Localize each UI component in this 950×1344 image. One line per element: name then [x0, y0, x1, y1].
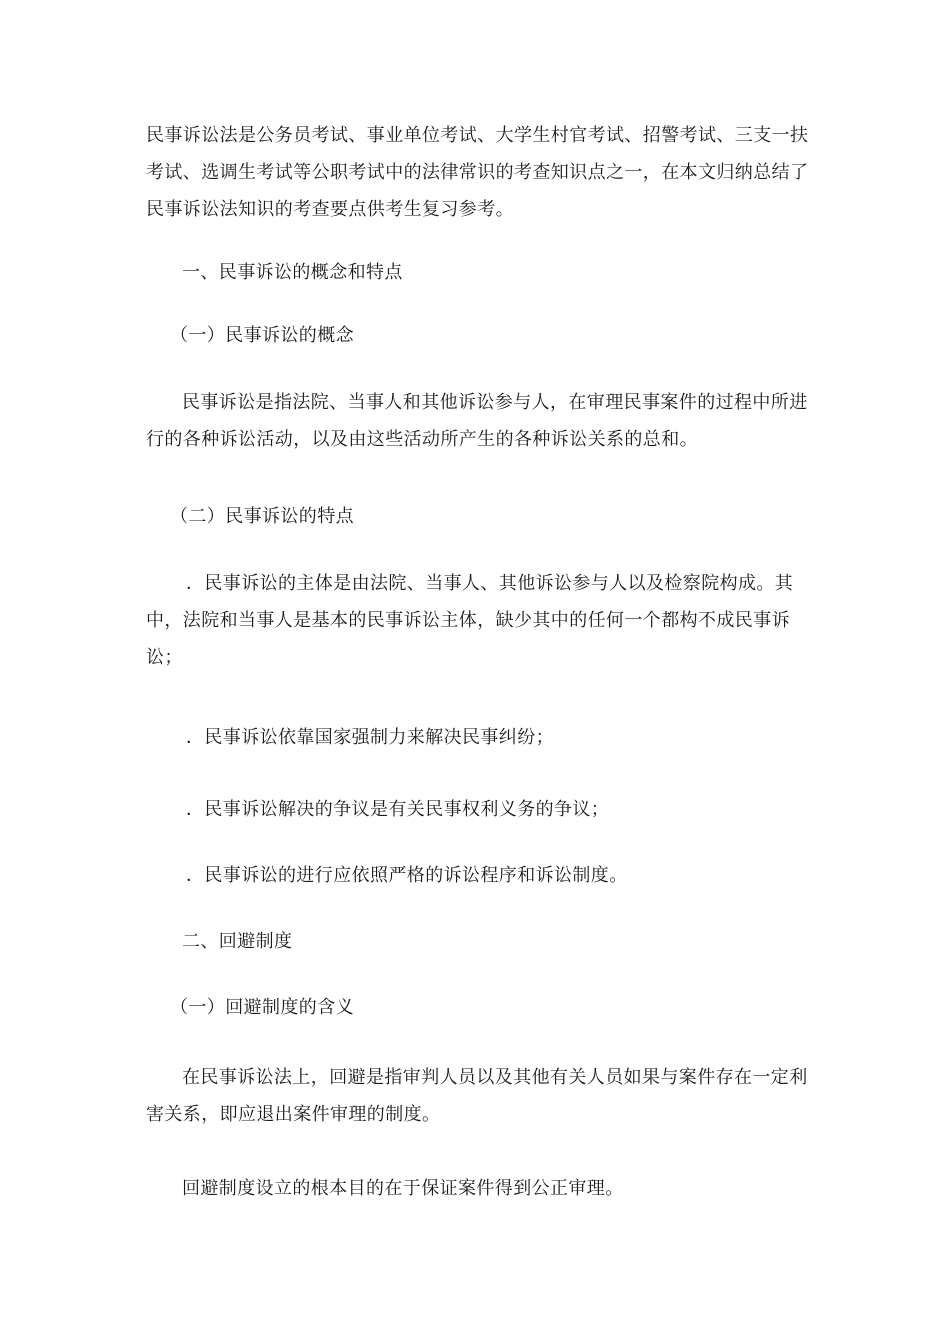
- section-1-heading: 一、民事诉讼的概念和特点: [182, 262, 403, 283]
- intro-paragraph: 民事诉讼法是公务员考试、事业单位考试、大学生村官考试、招警考试、三支一扶考试、选调生考试等公职考试中的法律常识的考查知识点之一，在本文归纳总结了民事诉讼法知识的考查要点供考生复习参考。: [146, 125, 809, 220]
- feature-item-1: ．民事诉讼的主体是由法院、当事人、其他诉讼参与人以及检察院构成。其中，法院和当事人是基本的民事诉讼主体，缺少其中的任何一个都构不成民事诉讼；: [146, 573, 794, 668]
- recusal-definition-paragraph: 在民事诉讼法上，回避是指审判人员以及其他有关人员如果与案件存在一定利害关系，即应退出案件审理的制度。: [146, 1067, 808, 1125]
- subsection-1-2-heading: （二）民事诉讼的特点: [170, 506, 354, 527]
- feature-item-2: ．民事诉讼依靠国家强制力来解决民事纠纷；: [186, 727, 554, 748]
- feature-item-4: ．民事诉讼的进行应依照严格的诉讼程序和诉讼制度。: [186, 865, 628, 886]
- recusal-purpose-paragraph: 回避制度设立的根本目的在于保证案件得到公正审理。: [182, 1178, 624, 1199]
- subsection-2-1-heading: （一）回避制度的含义: [170, 997, 354, 1018]
- feature-item-3: ．民事诉讼解决的争议是有关民事权利义务的争议；: [186, 799, 610, 820]
- subsection-1-1-heading: （一）民事诉讼的概念: [170, 325, 354, 346]
- concept-paragraph: 民事诉讼是指法院、当事人和其他诉讼参与人，在审理民事案件的过程中所进行的各种诉讼活动，以及由这些活动所产生的各种诉讼关系的总和。: [146, 392, 808, 450]
- section-2-heading: 二、回避制度: [182, 931, 293, 952]
